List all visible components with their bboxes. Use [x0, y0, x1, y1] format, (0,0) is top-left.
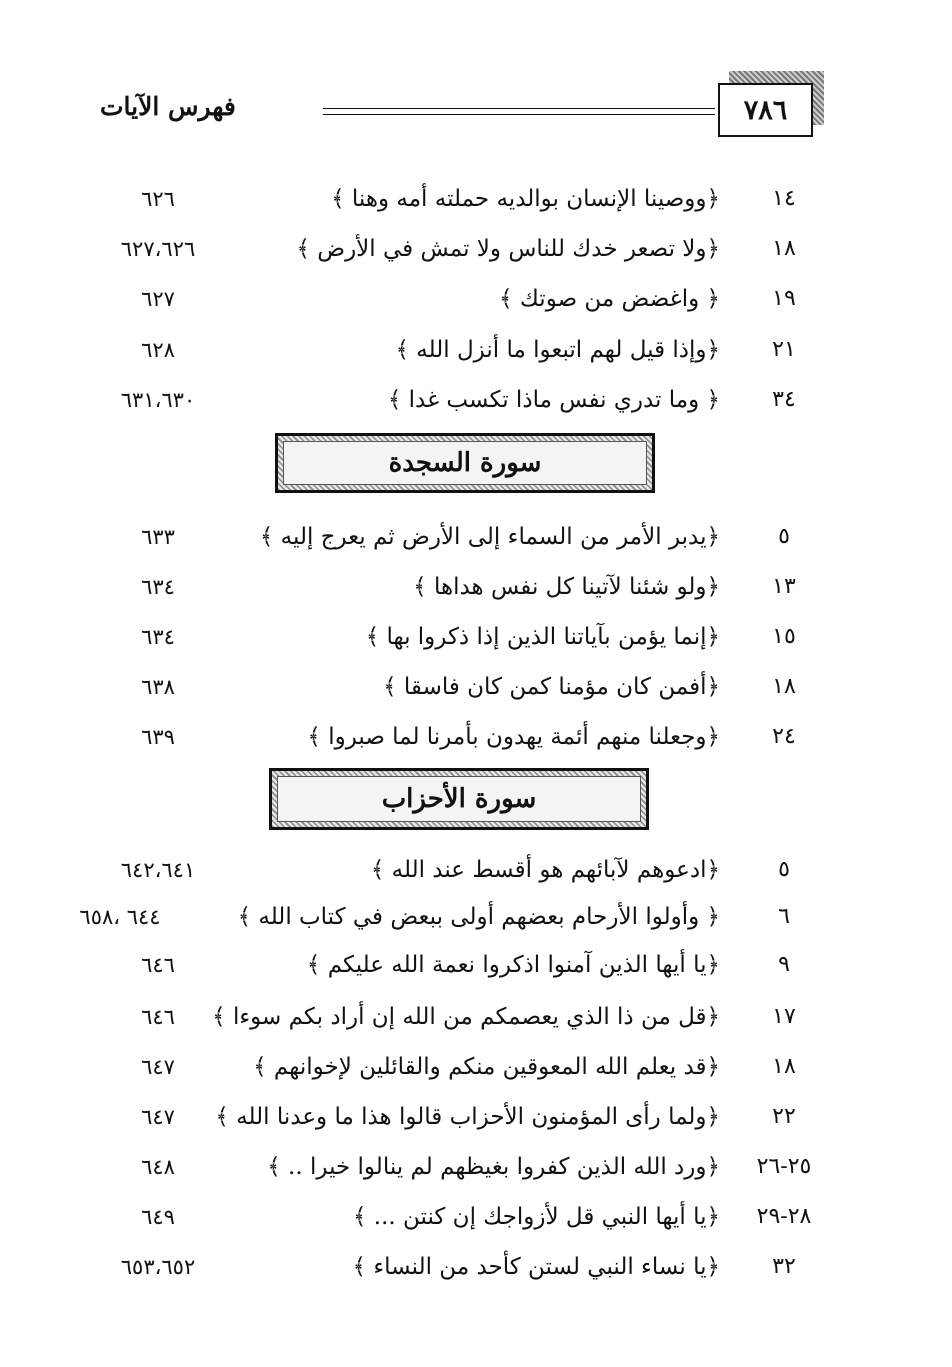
list-item [0, 515, 952, 559]
page-refs: ٦٣١،٦٣٠ [120, 388, 196, 412]
page-refs: ٦٣٩ [141, 725, 175, 749]
list-item [0, 1095, 952, 1139]
verse-text: ﴿قد يعلم الله المعوقين منكم والقائلين لإخوانهم ﴾ [253, 1054, 720, 1080]
verse-text: ﴿يا أيها النبي قل لأزواجك إن كنتن ... ﴾ [353, 1204, 720, 1230]
verse-text: ﴿إنما يؤمن بآياتنا الذين إذا ذكروا بها ﴾ [365, 624, 720, 650]
list-item [0, 277, 952, 321]
verse-text: ﴿أفمن كان مؤمنا كمن كان فاسقا ﴾ [383, 674, 720, 700]
verse-number: ٩ [778, 952, 790, 977]
surah-heading-box [269, 768, 649, 830]
page-refs: ٦٣٤ [141, 575, 175, 599]
surah-heading: سورة الأحزاب [277, 776, 641, 822]
surah-heading: سورة السجدة [283, 441, 647, 485]
page-refs: ٦٢٦ [141, 187, 175, 211]
list-item [0, 895, 952, 939]
verse-number: ١٨ [772, 674, 796, 699]
list-item [0, 328, 952, 372]
verse-number: ١٨ [772, 1054, 796, 1079]
list-item [0, 665, 952, 709]
page-number-box [718, 83, 813, 137]
verse-number: ١٤ [772, 186, 796, 211]
list-item [0, 227, 952, 271]
list-item [0, 715, 952, 759]
verse-text: ﴿يا أيها الذين آمنوا اذكروا نعمة الله عليكم ﴾ [306, 952, 720, 978]
verse-text: ﴿ولو شئنا لآتينا كل نفس هداها ﴾ [413, 574, 720, 600]
verse-text: ﴿قل من ذا الذي يعصمكم من الله إن أراد بكم سوءا ﴾ [212, 1004, 720, 1030]
verse-text: ﴿ولما رأى المؤمنون الأحزاب قالوا هذا ما وعدنا الله ﴾ [215, 1104, 720, 1130]
verse-text: ﴿ وما تدري نفس ماذا تكسب غدا ﴾ [387, 387, 720, 413]
verse-text: ﴿يا نساء النبي لستن كأحد من النساء ﴾ [352, 1254, 720, 1280]
list-item [0, 1045, 952, 1089]
verse-number: ٢٢ [772, 1104, 796, 1129]
page-refs: ٦٤٧ [141, 1105, 175, 1129]
page-number: ٧٨٦ [743, 94, 788, 126]
list-item [0, 565, 952, 609]
verse-text: ﴿وجعلنا منهم أئمة يهدون بأمرنا لما صبروا ﴾ [307, 724, 720, 750]
page-refs: ٦٥٣،٦٥٢ [120, 1255, 196, 1279]
page-refs: ٦٤٤ ،٦٥٨ [79, 905, 161, 929]
list-item [0, 615, 952, 659]
verse-number: ١٩ [772, 286, 796, 311]
verse-number: ١٣ [772, 574, 796, 599]
page-refs: ٦٣٣ [141, 525, 175, 549]
verse-number: ٢٨-٢٩ [756, 1204, 812, 1229]
list-item [0, 995, 952, 1039]
page-refs: ٦٤٦ [141, 1005, 175, 1029]
header-rule-bottom [323, 114, 715, 115]
verse-text: ﴿وإذا قيل لهم اتبعوا ما أنزل الله ﴾ [395, 337, 720, 363]
verse-number: ٢٤ [772, 724, 796, 749]
verse-number: ٢٥-٢٦ [756, 1154, 812, 1179]
verse-text: ﴿ وأولوا الأرحام بعضهم أولى ببعض في كتاب الله ﴾ [237, 904, 720, 930]
verse-number: ١٨ [772, 236, 796, 261]
verse-text: ﴿ووصينا الإنسان بوالديه حملته أمه وهنا ﴾ [331, 186, 720, 212]
verse-number: ١٥ [772, 624, 796, 649]
verse-text: ﴿ورد الله الذين كفروا بغيظهم لم ينالوا خيرا .. ﴾ [267, 1154, 720, 1180]
verse-number: ٣٤ [772, 387, 796, 412]
page-refs: ٦٢٧ [141, 287, 175, 311]
verse-text: ﴿ واغضض من صوتك ﴾ [499, 286, 720, 312]
verse-number: ٢١ [772, 337, 796, 362]
page-refs: ٦٤٧ [141, 1055, 175, 1079]
verse-number: ٦ [778, 904, 790, 929]
page-refs: ٦٣٤ [141, 625, 175, 649]
page-refs: ٦٣٨ [141, 675, 175, 699]
page-refs: ٦٤٨ [141, 1155, 175, 1179]
list-item [0, 378, 952, 422]
verse-number: ٥ [778, 857, 790, 882]
header-rule-top [323, 108, 715, 109]
index-title: فهرس الآيات [100, 92, 236, 121]
verse-number: ١٧ [772, 1004, 796, 1029]
page-refs: ٦٢٧،٦٢٦ [120, 237, 196, 261]
list-item [0, 848, 952, 892]
list-item [0, 1245, 952, 1289]
page-refs: ٦٤٩ [141, 1205, 175, 1229]
verse-number: ٥ [778, 524, 790, 549]
verse-text: ﴿ولا تصعر خدك للناس ولا تمش في الأرض ﴾ [296, 236, 720, 262]
verse-number: ٣٢ [772, 1254, 796, 1279]
verse-text: ﴿ادعوهم لآبائهم هو أقسط عند الله ﴾ [370, 857, 720, 883]
list-item [0, 177, 952, 221]
list-item [0, 1145, 952, 1189]
page-refs: ٦٤٦ [141, 953, 175, 977]
list-item [0, 1195, 952, 1239]
page-refs: ٦٢٨ [141, 338, 175, 362]
surah-heading-box [275, 433, 655, 493]
page-refs: ٦٤٢،٦٤١ [120, 858, 196, 882]
list-item [0, 943, 952, 987]
verse-text: ﴿يدبر الأمر من السماء إلى الأرض ثم يعرج إليه ﴾ [259, 524, 720, 550]
